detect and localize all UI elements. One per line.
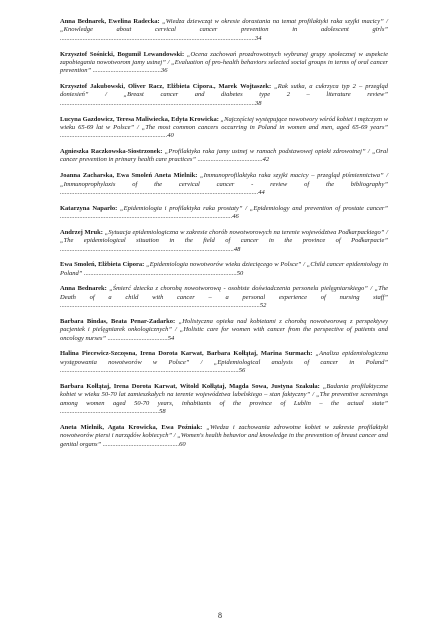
- entry-title: „Sytuacja epidemiologiczna w zakresie chorób nowotworowych na terenie województwa Podkarpackiego” / „The epidemiological situation in the field of cancer in the province of Podkarpacie” ...........................................................................................................48: [60, 228, 388, 253]
- page-number: 8: [218, 611, 222, 620]
- entry-authors: Krzysztof Sośnicki, Bogumił Lewandowski:: [60, 50, 185, 58]
- toc-entry: [60, 172, 388, 197]
- toc-entry: [60, 148, 388, 165]
- toc-entry: [60, 229, 388, 254]
- entry-title: „Rak sutka, a cukrzyca typ 2 – przegląd doniesień” / „Breast cancer and diabetes type 2 – literature review” ........................................................................................................................38: [60, 83, 388, 107]
- entry-authors: Andrzej Mruk:: [60, 228, 103, 236]
- toc-entry: [60, 383, 388, 417]
- entry-authors: Halina Piecewicz-Szczęsna, Irena Dorota Karwat, Barbara Kołłątaj, Marina Surmach:: [60, 350, 313, 358]
- toc-entry: [60, 261, 388, 278]
- toc-entry: [60, 424, 388, 449]
- entry-authors: Aneta Mielnik, Agata Krowicka, Ewa Poźniak:: [60, 423, 203, 431]
- toc-entry: [60, 285, 388, 310]
- toc-entry: [60, 116, 388, 141]
- entry-title: „Wiedza i zachowania zdrowotne kobiet w zakresie profilaktyki nowotworów piersi i narządów kobiecych” / „Women's health behavior and knowledge in the prevention of breast cancer and genital organs” ...............................................60: [60, 423, 388, 448]
- entry-title: „Profilaktyka raka jamy ustnej w ramach podstawowej opieki zdrowotnej” / „Oral cancer prevention in primary health care practices” ........................................42: [60, 148, 388, 164]
- toc-entry: [60, 83, 388, 108]
- entry-authors: Anna Bednarek, Ewelina Radecka:: [60, 18, 160, 25]
- entry-authors: Anna Bednarek:: [60, 285, 107, 293]
- entry-title: „Najczęściej występujące nowotwory wśród kobiet i mężczyzn w wieku 65-69 lat w Polsce” / „The most common cancers occurring in Poland in women and men, aged 65-69 years” ..................................................................40: [60, 115, 389, 140]
- entry-authors: Barbara Bindas, Beata Penar-Zadarko:: [60, 317, 176, 325]
- toc-entry: [60, 51, 388, 76]
- table-of-contents: [60, 18, 388, 456]
- entry-title: „Analiza epidemiologiczna występowania nowotworów w Polsce” / „Epidemiological analysis of cancer in Poland” ..............................................................................................................56: [60, 350, 388, 375]
- entry-title: „Badania profilaktyczne kobiet w wieku 50-70 lat zamieszkałych na terenie województwa lubelskiego – stan faktyczny” / „The preventive screenings among women aged 50-70 years, inhabitants of the province of Lublin – the actual state” .............................................................58: [60, 382, 388, 416]
- toc-entry: [60, 205, 388, 222]
- toc-entry: [60, 318, 388, 343]
- entry-authors: Joanna Zacharska, Ewa Smoleń Aneta Mielnik:: [60, 172, 198, 180]
- toc-entry: [60, 350, 388, 375]
- toc-entry: [60, 18, 388, 43]
- entry-authors: Agnieszka Raczkowska-Siostrzonek:: [60, 148, 163, 156]
- entry-authors: Katarzyna Naparło:: [60, 204, 118, 212]
- entry-authors: Ewa Smoleń, Elżbieta Cipora:: [60, 261, 145, 269]
- entry-title: „Ocena zachowań prozdrowotnych wybranej grupy społecznej w aspekcie zapobiegania nowotworom jamy ustnej” / „Evaluation of pro-health behaviors selected social groups in terms of oral cancer prevention” ..........................................36: [60, 50, 388, 75]
- entry-title: „Epidemiologia i profilaktyka raka prostaty” / „Epidemiology and prevention of prostate cancer” ..........................................................................................................46: [60, 204, 388, 221]
- entry-title: „Śmierć dziecka z chorobą nowotworową - osobiste doświadczenia personelu pielęgniarskiego” / „The Death of a child with cancer – a personal experience of nursing staff” ...........................................................................................................................52: [60, 285, 388, 310]
- entry-title: „Immunoprofilaktyka raka szyjki macicy – przegląd piśmiennictwa” / „Immunoprophylaxis of the cervical cancer - review of the bibliography” ..........................................................................................................................44: [60, 172, 388, 196]
- entry-authors: Barbara Kołłątaj, Irena Dorota Karwat, Witold Kołłątaj, Magda Sowa, Justyna Szakuła:: [60, 382, 320, 390]
- entry-title: „Epidemiologia nowotworów wieku dziecięcego w Polsce” / „Child cancer epidemiology in Poland” ..............................................................................................50: [60, 261, 388, 277]
- entry-title: „Holistyczna opieka nad kobietami z chorobą nowotworową z perspektywy pacjentek i pielęgniarek onkologicznych” / „Holistic care for women with cancer from the perspective of patients and oncology nurses” .....................................54: [60, 317, 388, 342]
- entry-authors: Lucyna Gazdowicz, Teresa Maliwiecka, Edyta Krowicka:: [60, 115, 219, 123]
- entry-title: „Wiedza dziewcząt w okresie dorastania na temat profilaktyki raka szyjki macicy” / „Knowledge about cervical cancer prevention in adolescent girls” ........................................................................................................................34: [60, 18, 388, 42]
- entry-authors: Krzysztof Jakubowski, Oliver Racz, Elżbieta Cipora., Marek Wojtaszek:: [60, 83, 272, 91]
